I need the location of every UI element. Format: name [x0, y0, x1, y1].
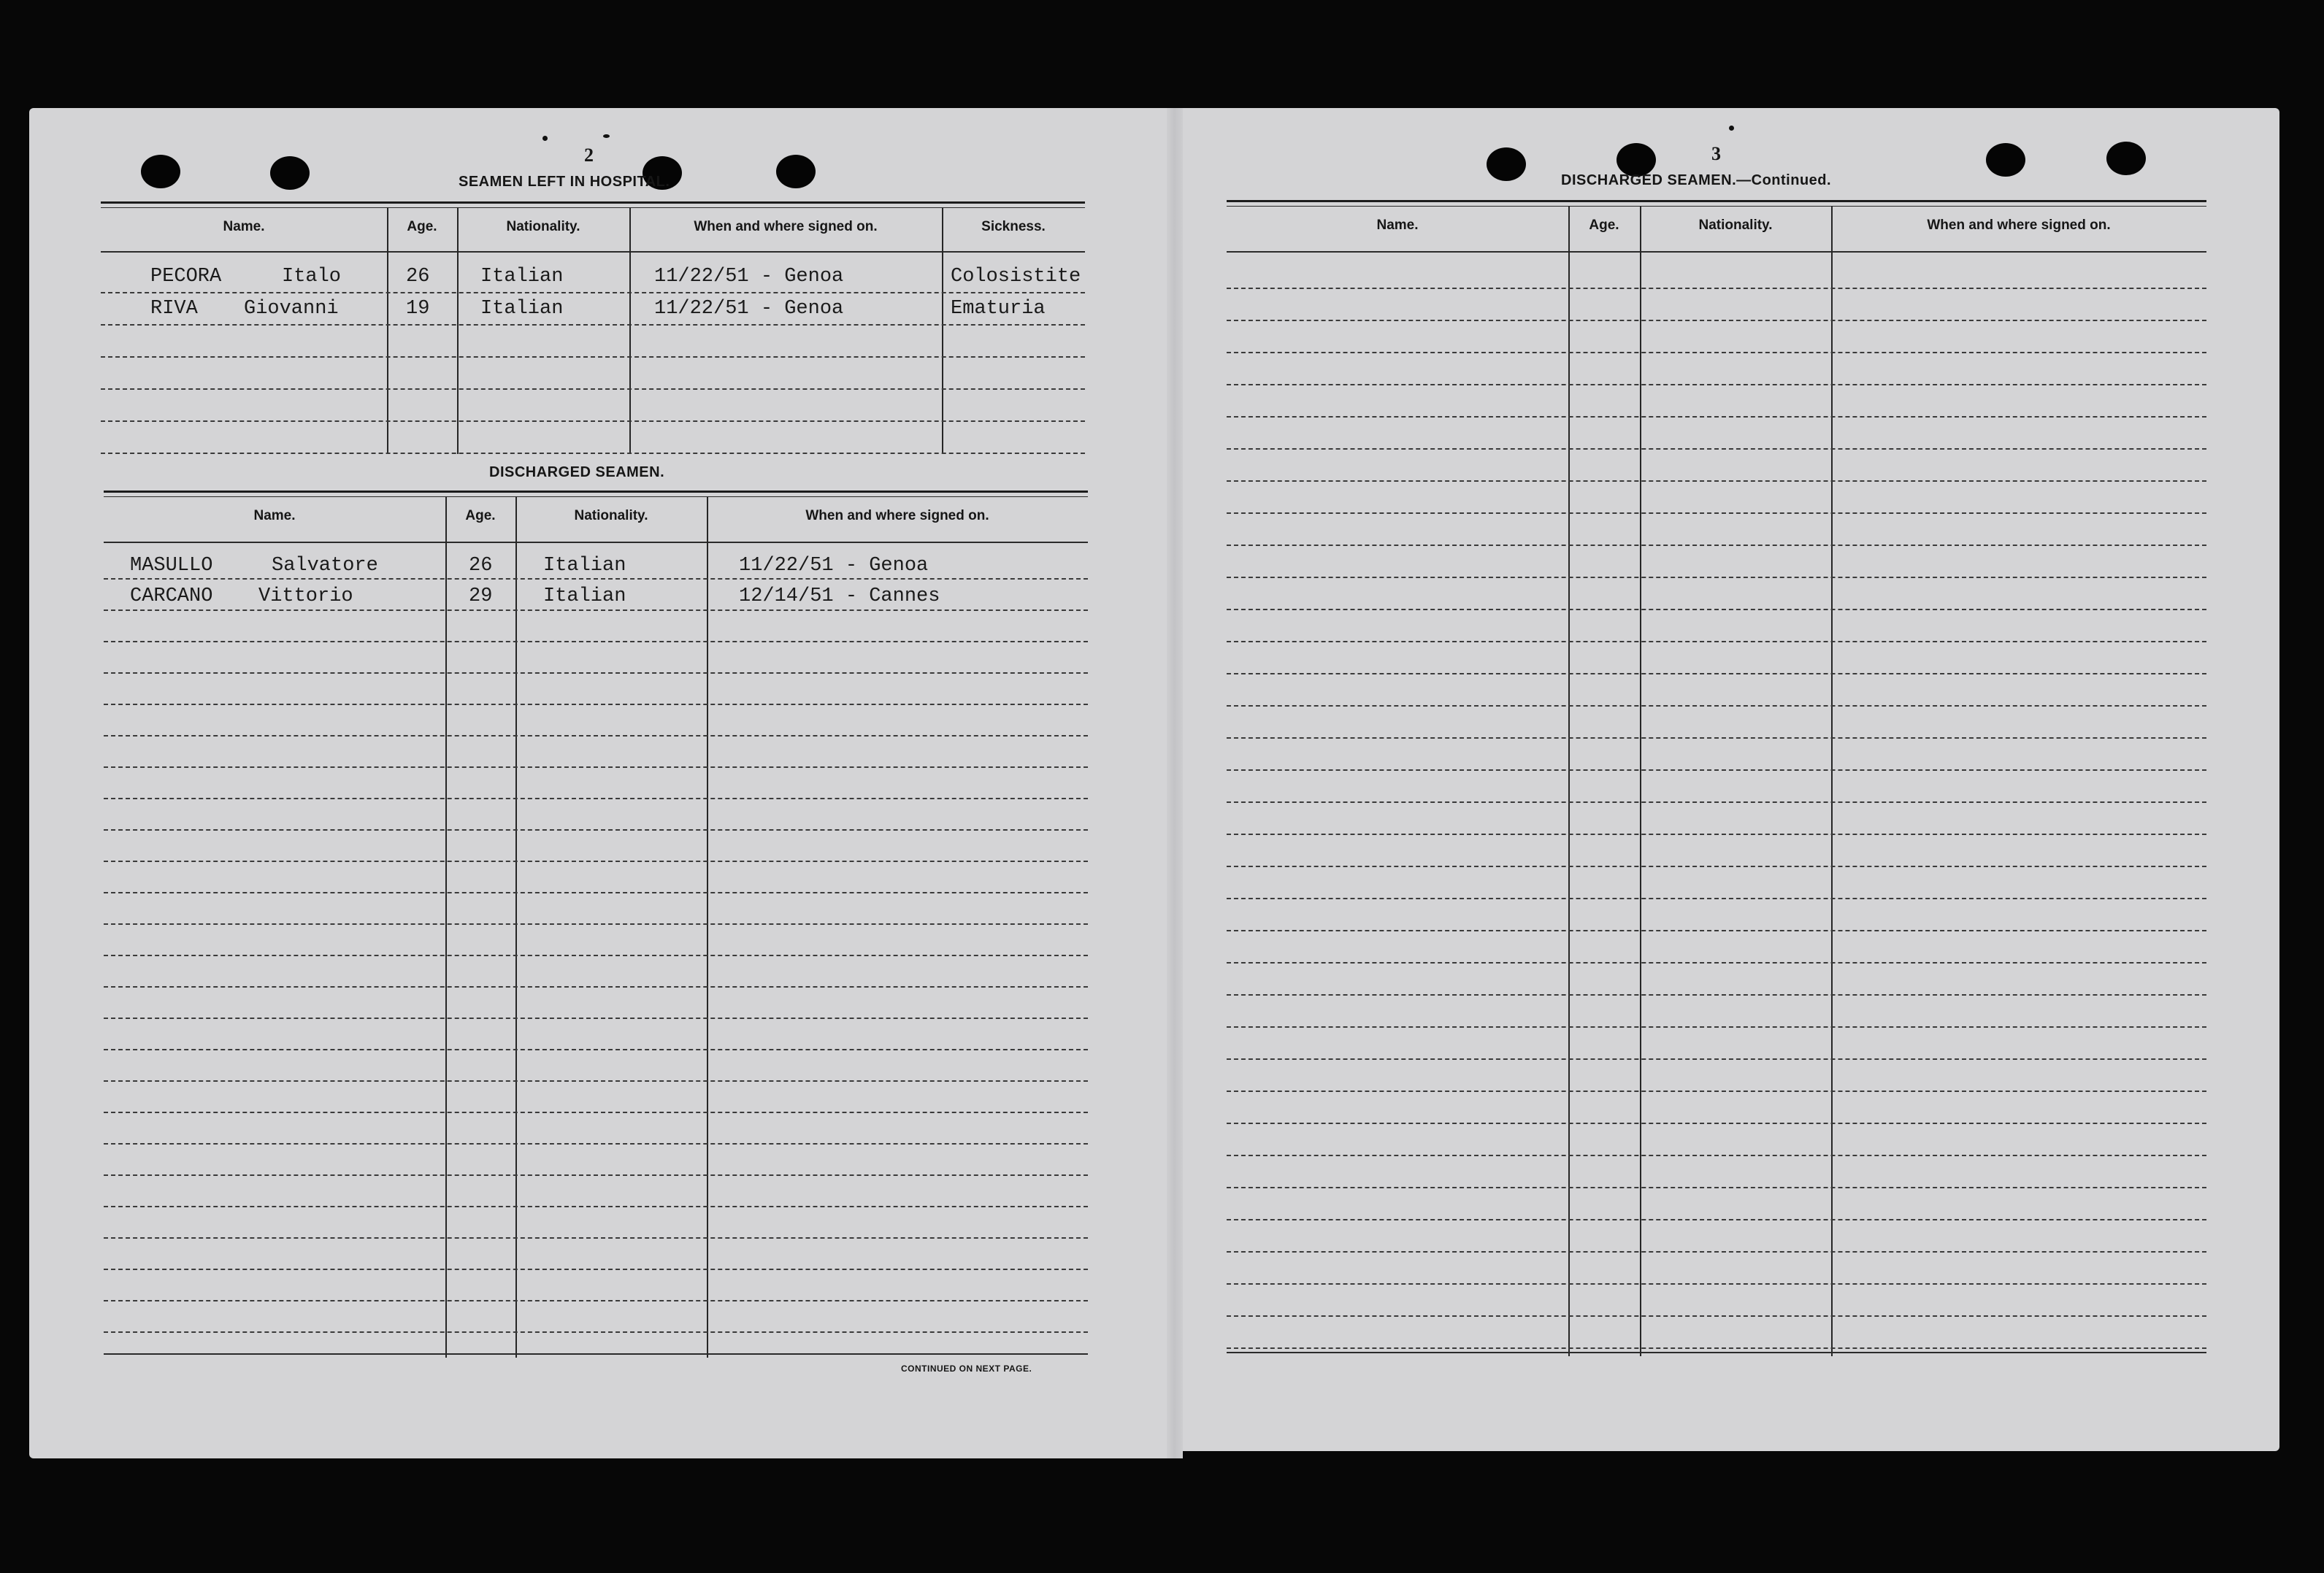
ruled-line [104, 1049, 1088, 1050]
ruled-line [1227, 930, 2206, 931]
ruled-line [101, 453, 1085, 454]
hospital-age: 26 [406, 266, 430, 288]
ruled-line [104, 1174, 1088, 1176]
ruled-line [104, 923, 1088, 925]
ruled-line [1227, 288, 2206, 289]
discharged-continued-title: DISCHARGED SEAMEN.—Continued. [1561, 172, 1832, 188]
ruled-line [104, 1269, 1088, 1270]
discharged-nationality: Italian [543, 585, 626, 607]
ruled-line [1227, 1347, 2206, 1349]
ruled-line [104, 892, 1088, 893]
ruled-line [104, 861, 1088, 862]
ruled-line [1227, 1123, 2206, 1124]
column-header: When and where signed on. [805, 508, 989, 523]
hospital-signed-on: 11/22/51 - Genoa [654, 298, 844, 320]
ruled-line [104, 672, 1088, 674]
ruled-line [1227, 512, 2206, 514]
ruled-line [1227, 1155, 2206, 1156]
column-header: Age. [407, 219, 437, 234]
discharged-age: 29 [469, 585, 493, 607]
hospital-sickness: Colosistite [951, 266, 1081, 288]
hospital-given-name: Italo [282, 266, 342, 288]
ruled-line [104, 829, 1088, 831]
ruled-line [1227, 480, 2206, 482]
column-header: When and where signed on. [1927, 218, 2111, 233]
ruled-line [1227, 1315, 2206, 1317]
continued-note: CONTINUED ON NEXT PAGE. [901, 1364, 1032, 1374]
punch-hole [141, 155, 180, 188]
discharged-section-title: DISCHARGED SEAMEN. [489, 464, 665, 480]
hospital-given-name: Giovanni [244, 298, 339, 320]
ruled-line [1227, 1251, 2206, 1253]
ruled-line [1227, 384, 2206, 385]
column-header: Age. [465, 508, 496, 523]
ruled-line [1227, 962, 2206, 964]
column-header: Age. [1589, 218, 1619, 233]
ruled-line [104, 609, 1088, 611]
ruled-line [104, 735, 1088, 736]
ruled-line [1227, 898, 2206, 899]
punch-hole [1487, 147, 1526, 181]
hospital-nationality: Italian [480, 298, 564, 320]
punch-hole [2106, 142, 2146, 175]
ruled-line [1227, 416, 2206, 418]
discharged-nationality: Italian [543, 555, 626, 577]
ruled-line [104, 1237, 1088, 1239]
hospital-age: 19 [406, 298, 430, 320]
ruled-line [104, 798, 1088, 799]
ruled-line [1227, 1219, 2206, 1220]
ink-mark [542, 136, 548, 141]
hospital-surname: PECORA [150, 266, 222, 288]
ruled-line [1227, 641, 2206, 642]
hospital-sickness: Ematuria [951, 298, 1046, 320]
ruled-line [101, 388, 1085, 390]
column-header: Name. [1376, 218, 1419, 233]
ruled-line [1227, 577, 2206, 578]
ruled-line [104, 1112, 1088, 1113]
ruled-line [1227, 545, 2206, 546]
punch-hole [776, 155, 816, 188]
ruled-line [104, 1018, 1088, 1019]
ruled-line [1227, 737, 2206, 739]
ruled-line [104, 1143, 1088, 1145]
column-header: Nationality. [574, 508, 648, 523]
discharged-signed-on: 11/22/51 - Genoa [739, 555, 929, 577]
ink-mark [1729, 126, 1734, 131]
ruled-line [1227, 994, 2206, 996]
hospital-nationality: Italian [480, 266, 564, 288]
column-header: Name. [253, 508, 296, 523]
ruled-line [104, 1331, 1088, 1333]
ruled-line [101, 324, 1085, 326]
ruled-line [1227, 769, 2206, 771]
discharged-signed-on: 12/14/51 - Cannes [739, 585, 940, 607]
ruled-line [104, 986, 1088, 988]
ruled-line [1227, 448, 2206, 450]
ruled-line [101, 420, 1085, 422]
ruled-line [1227, 1283, 2206, 1285]
ruled-line [1227, 609, 2206, 610]
ruled-line [1227, 352, 2206, 353]
ruled-line [1227, 705, 2206, 707]
ruled-line [104, 955, 1088, 956]
ruled-line [104, 641, 1088, 642]
column-header: Sickness. [981, 219, 1046, 234]
ruled-line [104, 578, 1088, 580]
column-header: Nationality. [1698, 218, 1773, 233]
hospital-surname: RIVA [150, 298, 198, 320]
discharged-surname: MASULLO [130, 555, 213, 577]
ruled-line [1227, 866, 2206, 867]
ruled-line [104, 1080, 1088, 1082]
punch-hole [270, 156, 310, 190]
ruled-line [1227, 320, 2206, 321]
ruled-line [104, 704, 1088, 705]
hospital-signed-on: 11/22/51 - Genoa [654, 266, 844, 288]
hospital-section-title: SEAMEN LEFT IN HOSPITAL. [459, 174, 670, 190]
hospital-table [101, 201, 1085, 454]
ruled-line [1227, 1026, 2206, 1028]
discharged-continued-table [1227, 200, 2206, 1356]
ruled-line [104, 766, 1088, 768]
ruled-line [1227, 1187, 2206, 1188]
ruled-line [101, 292, 1085, 293]
ruled-line [1227, 673, 2206, 674]
ruled-line [1227, 834, 2206, 835]
discharged-table [104, 491, 1088, 1358]
punch-hole [1986, 143, 2025, 177]
discharged-age: 26 [469, 555, 493, 577]
discharged-given-name: Vittorio [258, 585, 353, 607]
ruled-line [101, 356, 1085, 358]
column-header: Name. [223, 219, 265, 234]
ruled-line [1227, 801, 2206, 803]
page-number: 3 [1711, 143, 1721, 164]
ruled-line [104, 1300, 1088, 1301]
ruled-line [1227, 1091, 2206, 1092]
page-number: 2 [584, 145, 594, 166]
column-header: Nationality. [506, 219, 580, 234]
ink-mark [603, 134, 610, 138]
ruled-line [1227, 1058, 2206, 1060]
column-header: When and where signed on. [694, 219, 878, 234]
page-fold [1167, 108, 1183, 1458]
discharged-surname: CARCANO [130, 585, 213, 607]
discharged-given-name: Salvatore [272, 555, 378, 577]
ruled-line [104, 1206, 1088, 1207]
